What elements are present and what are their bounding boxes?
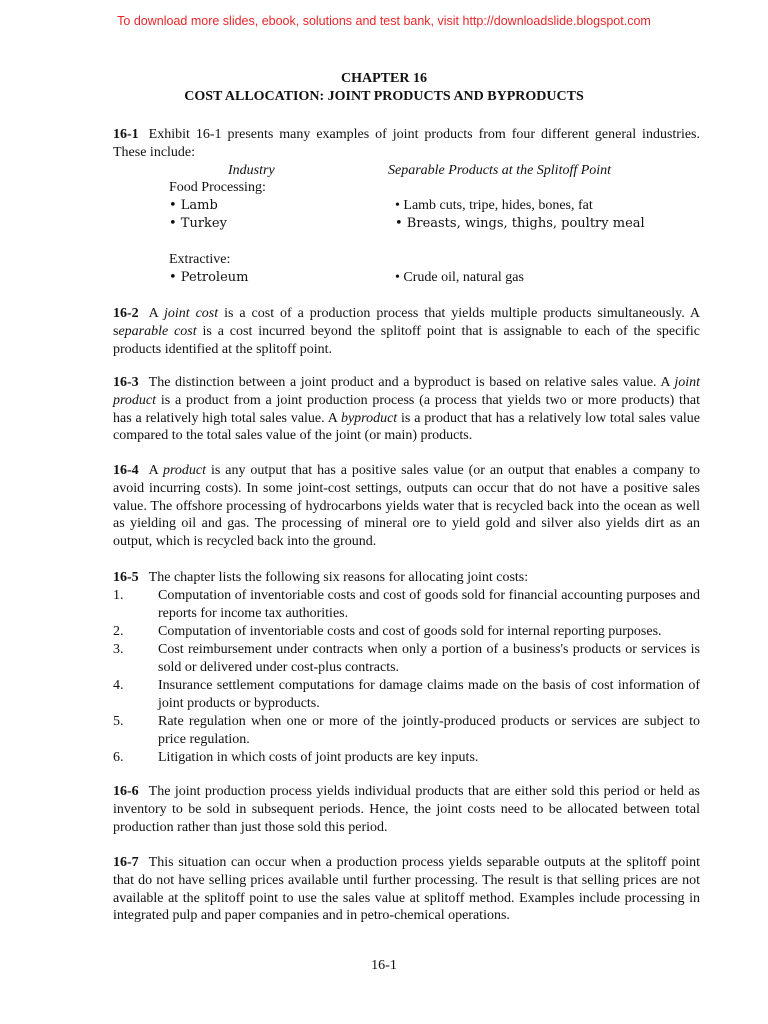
- list-item: 2. Computation of inventoriable costs and cost of goods sold for internal reporting purposes.: [113, 624, 662, 639]
- term-byproduct: byproduct: [340, 410, 398, 426]
- list-item: 6. Litigation in which costs of joint products are key inputs.: [113, 750, 479, 765]
- column-header-industry: Industry: [228, 163, 275, 178]
- question-number: 16-1: [113, 127, 139, 142]
- paragraph-16-5: 16-5 The chapter lists the following six reasons for allocating joint costs:: [113, 570, 529, 585]
- food-processing-heading: Food Processing:: [169, 180, 266, 195]
- term-product: product: [162, 463, 207, 478]
- industry-lamb: • Lamb: [169, 198, 218, 213]
- chapter-title: COST ALLOCATION: JOINT PRODUCTS AND BYPRODUCTS: [184, 89, 584, 104]
- question-number: 16-7: [113, 855, 139, 870]
- paragraph-16-3: 16-3 The distinction between a joint product and a byproduct is based on relative sales value. A joint product is a product from a joint production process (a process that yields two or more products) that has a relatively high total sales value. A byproduct is a product that has a relatively low total sales value compared to the total sales value of the joint (or main) products.: [113, 375, 701, 444]
- question-number: 16-2: [113, 306, 139, 321]
- chapter-number: CHAPTER 16: [341, 71, 427, 86]
- products-petroleum: • Crude oil, natural gas: [395, 270, 524, 285]
- industry-petroleum: • Petroleum: [169, 270, 249, 285]
- list-item: 1. Computation of inventoriable costs and cost of goods sold for financial accounting purposes and reports for income tax authorities.: [113, 588, 700, 621]
- extractive-heading: Extractive:: [169, 252, 231, 267]
- column-header-separable-products: Separable Products at the Splitoff Point: [388, 163, 612, 178]
- paragraph-16-4: 16-4 A product is any output that has a positive sales value (or an output that enables a company to avoid incurring costs). In some joint-cost settings, outputs can occur that do not have a positive sales value. The offshore processing of hydrocarbons yields water that is recycled back into the ocean as well as yielding oil and gas. The processing of mineral ore to yield gold and silver also yields dirt as an output, which is recycled back into the ground.: [113, 463, 700, 550]
- download-banner: To download more slides, ebook, solutions and test bank, visit http://downloadslide.blogspot.com: [117, 14, 651, 28]
- list-item: 5. Rate regulation when one or more of the jointly-produced products or services are subject to price regulation.: [113, 714, 700, 747]
- question-number: 16-5: [113, 570, 139, 585]
- term-separable-cost: eparable cost: [118, 323, 197, 339]
- paragraph-16-1: [113, 126, 700, 162]
- question-number: 16-3: [113, 375, 139, 390]
- term-joint-cost: joint cost: [163, 306, 219, 321]
- industry-turkey: • Turkey: [169, 216, 227, 231]
- list-item: 3. Cost reimbursement under contracts when only a portion of a business's products or services is sold or delivered under cost-plus contracts.: [113, 642, 700, 675]
- question-number: 16-4: [113, 463, 139, 478]
- page-number: 16-1: [371, 958, 397, 973]
- term-joint-product: joint product: [113, 375, 700, 408]
- question-number: 16-6: [113, 784, 139, 799]
- list-item: 4. Insurance settlement computations for damage claims made on the basis of cost information of joint products or byproducts.: [113, 678, 700, 711]
- paragraph-16-6: 16-6 The joint production process yields individual products that are either sold this period or held as inventory to be sold in subsequent periods. Hence, the joint costs need to be allocated between total production rather than just those sold this period.: [113, 784, 700, 835]
- paragraph-16-7: 16-7 This situation can occur when a production process yields separable outputs at the splitoff point that do not have selling prices available until further processing. The result is that selling prices are not available at the splitoff point to use the sales value at splitoff method. Examples include processing in integrated pulp and paper companies and in petro-chemical operations.: [113, 855, 700, 924]
- products-turkey: • Breasts, wings, thighs, poultry meal: [395, 216, 645, 231]
- paragraph-text: Exhibit 16-1 presents many examples of joint products from four different general industries. These include:: [113, 127, 700, 160]
- products-lamb: • Lamb cuts, tripe, hides, bones, fat: [395, 198, 593, 213]
- paragraph-16-2: 16-2 A joint cost is a cost of a production process that yields multiple products simultaneously. A separable cost is a cost incurred beyond the splitoff point that is assignable to each of the specific products identified at the splitoff point.: [113, 306, 701, 357]
